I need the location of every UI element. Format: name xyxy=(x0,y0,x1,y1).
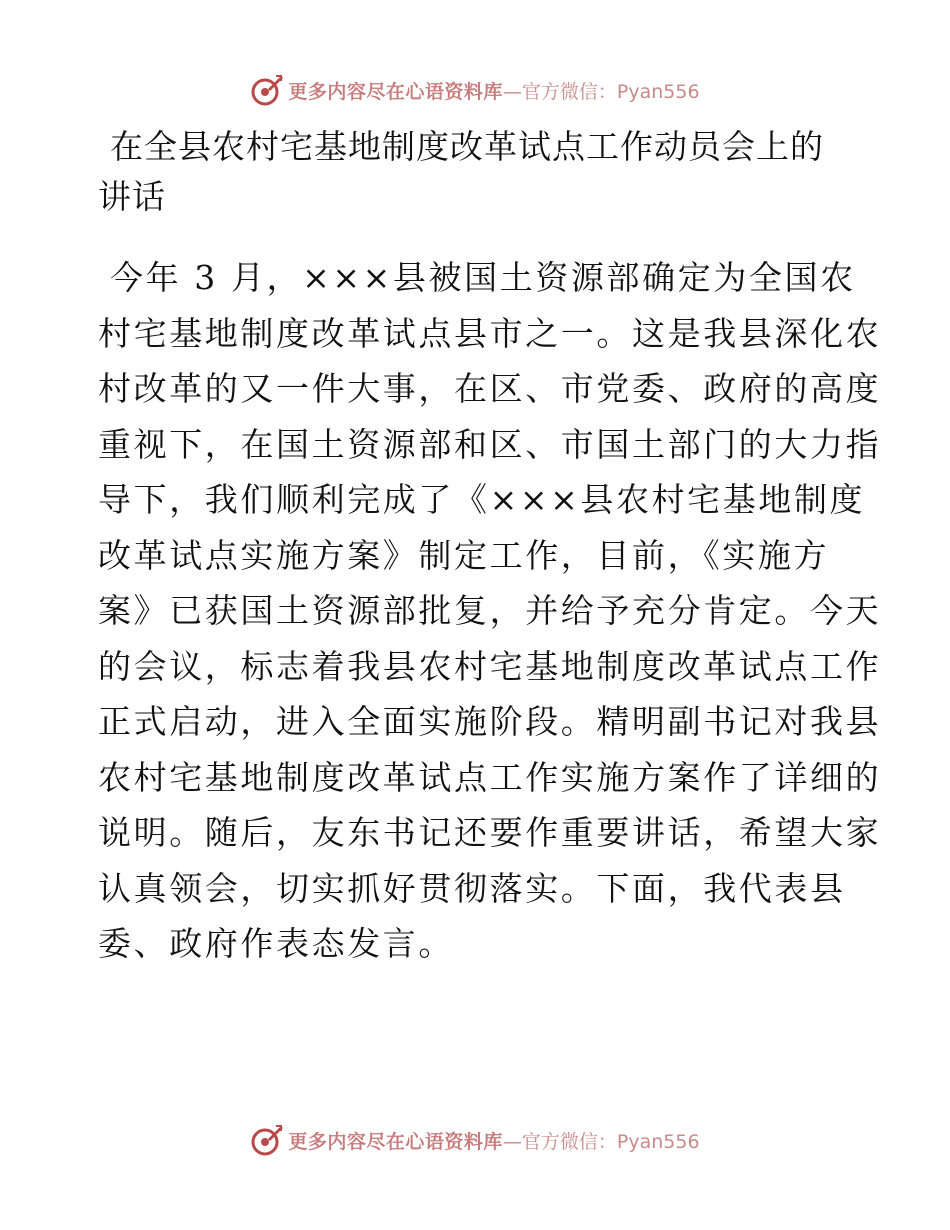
body-line: 说明。随后，友东书记还要作重要讲话，希望大家 xyxy=(98,813,882,852)
body-line: 案》已获国土资源部批复，并给予充分肯定。今天 xyxy=(98,591,882,630)
body-line: 导下，我们顺利完成了《×××县农村宅基地制度 xyxy=(98,480,866,519)
header-banner xyxy=(0,70,950,110)
banner-site-name: 更多内容尽在心语资料库 xyxy=(288,80,503,103)
body-line: 农村宅基地制度改革试点工作实施方案作了详细的 xyxy=(98,757,882,797)
body-line: 今年 3 月，×××县被国土资源部确定为全国农 xyxy=(110,258,856,297)
body-line: 村改革的又一件大事，在区、市党委、政府的高度 xyxy=(98,369,882,408)
body-line: 改革试点实施方案》制定工作，目前，《实施方 xyxy=(98,535,830,575)
footer-banner xyxy=(0,1120,950,1160)
body-line: 正式启动，进入全面实施阶段。精明副书记对我县 xyxy=(98,702,882,741)
pen-circle-logo-icon xyxy=(250,73,284,107)
banner-site-name: 更多内容尽在心语资料库 xyxy=(288,1130,503,1153)
body-line: 重视下，在国土资源部和区、市国土部门的大力指 xyxy=(98,424,882,464)
banner-wechat-contact: —官方微信：Pyan556 xyxy=(502,80,700,103)
body-line: 的会议，标志着我县农村宅基地制度改革试点工作 xyxy=(98,646,882,686)
document-title xyxy=(98,122,858,222)
title-line: 在全县农村宅基地制度改革试点工作动员会上的 xyxy=(110,127,824,166)
document-body xyxy=(98,250,882,972)
body-line: 村宅基地制度改革试点县市之一。这是我县深化农 xyxy=(98,313,882,353)
title-line: 讲话 xyxy=(98,177,166,216)
pen-circle-logo-icon xyxy=(250,1123,284,1157)
body-line: 认真领会，切实抓好贯彻落实。下面，我代表县 xyxy=(98,868,846,908)
banner-wechat-contact: —官方微信：Pyan556 xyxy=(502,1130,700,1153)
body-line: 委、政府作表态发言。 xyxy=(98,924,454,963)
